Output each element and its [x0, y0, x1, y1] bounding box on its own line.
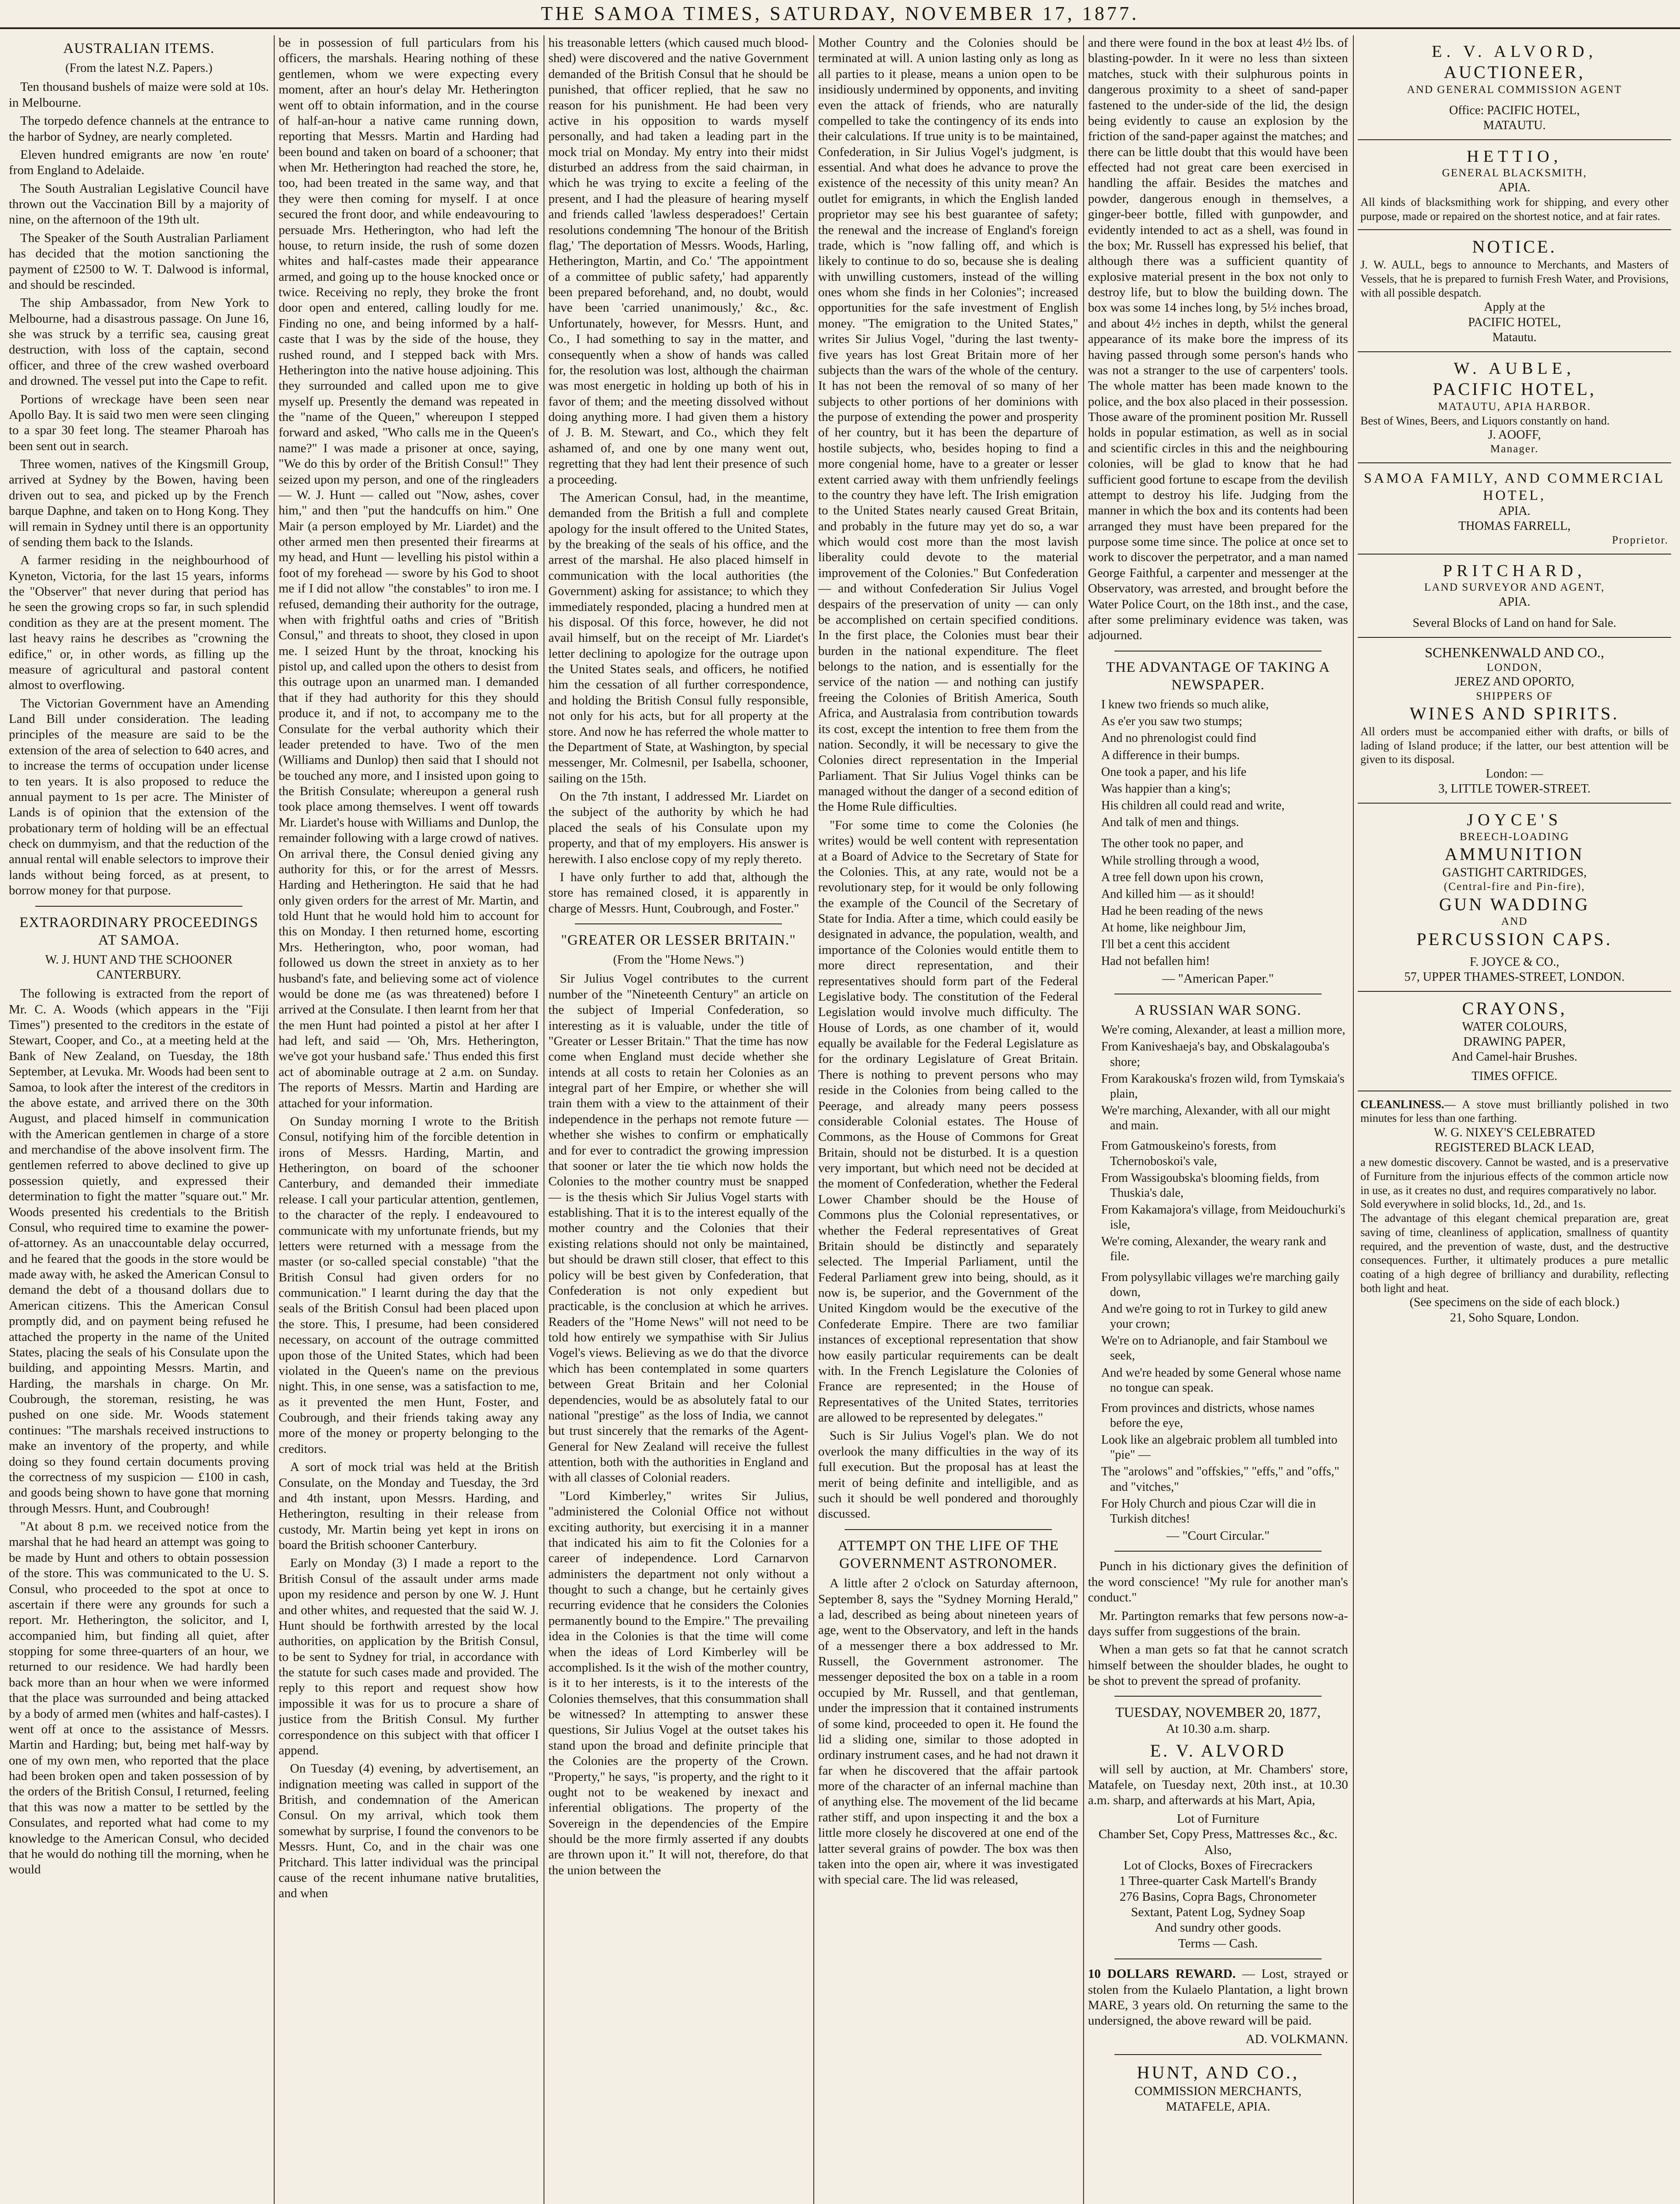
article-title-extraordinary-proceedings: EXTRAORDINARY PROCEEDINGS AT SAMOA.: [19, 914, 258, 948]
divider: [1114, 1958, 1322, 1959]
article-source: (From the latest N.Z. Papers.): [65, 61, 212, 75]
ad-line: PACIFIC HOTEL,: [1468, 315, 1561, 329]
paragraph: Early on Monday (3) I made a report to the British Consul of the assault under arms made upon my residence and person by one W. J. Hunt and other whites, and requested that the said W. J. Hunt should be forthwith arrested by the local authorities, on application by the British Consul, to be sent to Sydney for trial, in accordance with the statute for such cases made and provided. The reply to this report and request show how impossible it was for us to procure a share of justice from the British Consul. My further correspondence on this subject with that officer I append.: [279, 1556, 539, 1757]
auction-item: And sundry other goods.: [1155, 1921, 1281, 1935]
hunt-place: MATAFELE, APIA.: [1166, 2100, 1270, 2114]
paragraph: A farmer residing in the neighbourhood of Kyneton, Victoria, for the last 15 years, informs the "Observer" that never during that period has he seen the growing crops so far, in such splendid condition as they are at the present moment. The last heavy rains he describes as "crowning the edifice," or, in other words, as filling up the measure of agricultural and pastoral content almost to overflowing.: [9, 553, 269, 692]
song-line: And we're going to rot in Turkey to gild anew your crown;: [1101, 1302, 1327, 1331]
paragraph: The South Australian Legislative Council have thrown out the Vaccination Bill by a majority of nine, on the afternoon of the 19th ult.: [9, 181, 269, 227]
ad-title: JOYCE'S: [1467, 811, 1562, 830]
poem-line: And no phrenologist could find: [1101, 731, 1256, 745]
divider: [1114, 1696, 1322, 1697]
paragraph: The Speaker of the South Australian Parliament has decided that the motion sanctioning the payment of £2500 to W. T. Dalwood is informal, and should be rescinded.: [9, 231, 269, 292]
masthead: THE SAMOA TIMES, SATURDAY, NOVEMBER 17, 1877.: [0, 0, 1680, 29]
ad-title: CLEANLINESS.: [1360, 1098, 1445, 1111]
poem-line: At home, like neighbour Jim,: [1101, 921, 1246, 935]
ad-title: SCHENKENWALD AND CO.,: [1424, 644, 1605, 660]
ad-line: APIA.: [1498, 180, 1531, 194]
paragraph: A little after 2 o'clock on Saturday afternoon, September 8, says the "Sydney Morning Herald," a lad, described as being about nineteen years of age, went to the Observatory, and left in the hands of a messenger there a box addressed to Mr. Russell, the Government astronomer. The messenger deposited the box on a table in a room occupied by Mr. Russell, and that gentleman, under the impression that it contained instruments of some kind, proceeded to open it. He found the lid a sliding one, similar to those adopted in ordinary instrument cases, and he had not drawn it far when he discovered that the affair partook more of the character of an infernal machine than of anything else. The movement of the lid became rather stiff, and upon inspecting it and the box a little more closely he discovered at one end of the latter several grains of powder. The box was then taken into the open air, where it was investigated with special care. The lid was released,: [818, 1576, 1078, 1887]
song-line: From provinces and districts, whose names before the eye,: [1101, 1401, 1315, 1430]
hunt-subtitle: COMMISSION MERCHANTS,: [1134, 2084, 1302, 2098]
song-line: The "arolows" and "offskies," "effs," and "offs," and "vitches,": [1101, 1465, 1340, 1494]
song-line: From Gatmouskeino's forests, from Tchernoboskoi's vale,: [1101, 1139, 1277, 1168]
ad-body: All kinds of blacksmithing work for shipping, and every other purpose, made or repaired on the shortest notice, and at fair rates.: [1360, 195, 1669, 223]
ad-line: LONDON,: [1486, 661, 1542, 674]
ad-line: AND GENERAL COMMISSION AGENT: [1407, 84, 1622, 96]
paragraph: Eleven hundred emigrants are now 'en route' from England to Adelaide.: [9, 147, 269, 178]
auction-item: Sextant, Patent Log, Sydney Soap: [1131, 1905, 1305, 1920]
article-title-australian-items: AUSTRALIAN ITEMS.: [63, 41, 215, 56]
poem-line: Had not befallen him!: [1101, 954, 1210, 968]
column-rule: [813, 35, 814, 2204]
poem-stanza-2: [1088, 836, 1348, 969]
ad-body: J. W. AULL, begs to announce to Merchants, and Masters of Vessels, that he is prepared to furnish Fresh Water, and Provisions, with all possible despatch.: [1360, 258, 1669, 299]
ad-title: HETTIO,: [1467, 147, 1562, 166]
ad-line: 21, Soho Square, London.: [1450, 1310, 1579, 1325]
ad-body: [1360, 1098, 1669, 1125]
paragraph: be in possession of full particulars from his officers, the marshals. Hearing nothing of these gentlemen, whom we were expecting every moment, after an hour's delay Mr. Hetherington went off to obtain information, and in the course of half-an-hour a native came running down, reporting that Messrs. Martin and Harding had been bound and taken on board of a schooner; that when Mr. Hetherington had reached the store, he, too, had been treated in the same way, and that they were then coming for myself. I at once secured the front door, and while endeavouring to persuade Mrs. Hetherington, who had left the house, to return inside, the rush of some dozen whites and half-castes made their appearance armed, and going up to the house knocked once or twice. Receiving no reply, they broke the front door open and entered, calling loudly for me. Finding no one, and being informed by a half-caste that I was by the side of the house, they rushed round, and I stepped back with Mrs. Hetherington into the native house adjoining. This they surrounded and called upon me to give myself up. Presently the demand was repeated in the "name of the Queen," whereupon I stepped forward and asked, "Who calls me in the Queen's name?" I was made a prisoner at once, saying, "We do this by order of the British Consul!" They seized upon my person, and one of the ringleaders — W. J. Hunt — called out "Now, ashes, cover him," and then "put the handcuffs on him." One Mair (a person employed by Mr. Liardet) and the other armed men then presented their firearms at my head, and Hunt — levelling his pistol within a foot of my forehead — swore by his God to shoot me if I did not allow "the constables" to iron me. I refused, demanding their authority for the outrage, when with frightful oaths and cries of "British Consul," and threats to shoot, they closed in upon me. I seized Hunt by the throat, knocking his pistol up, and called upon the others to desist from this outrage upon an unarmed man. I demanded that if they had authority for this they should produce it, and if not, to accompany me to the Consulate for the verbal authority which their leader pretended to have. Two of the men (Williams and Dunlop) then said that I should not be touched any more, and I insisted upon going to the British Consulate; whereupon a general rush took place among themselves. I went off towards Mr. Liardet's house with Williams and Dunlop, the remainder following with a large crowd of natives. On arrival there, the Consul denied giving any authority for this, or for the arrest of Messrs. Harding and Hetherington. He said that he had only given orders for the arrest of Mr. Martin, and told Hunt that he would hold him to account for this on Monday. I then returned home, escorting Mrs. Hetherington, who, poor woman, had followed us down the street in anxiety as to her husband's fate, and believing some act of violence would be done me (as was threatened) before I arrived at the Consulate. I then learnt from her that the men Hunt had pointed a pistol at her after I had left, and said — 'Oh, Mrs. Hetherington, we've got your husband safe.' Thus ended this first act of abominable outrage at 2 a.m. on Sunday. The reports of Messrs. Martin and Harding are attached for your information.: [279, 36, 539, 1110]
auction-text: will sell by auction, at Mr. Chambers' store, Matafele, on Tuesday next, 20th inst., at 10.30 a.m. sharp, and afterwards at his Mart, Apia,: [1088, 1762, 1348, 1808]
paragraph: Three women, natives of the Kingsmill Group, arrived at Sydney by the Bowen, having been driven out to sea, and picked up by the French barque Daphne, and taken on to Hong Kong. They will remain in Sydney until there is an opportunity of sending them back to the Islands.: [9, 457, 269, 549]
ad-line: And Camel-hair Brushes.: [1451, 1050, 1578, 1064]
column-rule: [1083, 35, 1084, 2204]
auction-item: Lot of Clocks, Boxes of Firecrackers: [1123, 1858, 1313, 1873]
ad-line: GASTIGHT CARTRIDGES,: [1442, 866, 1587, 880]
column-6-advertisements: [1358, 35, 1671, 2204]
ad-body: All orders must be accompanied either with drafts, or bills of lading of Island produce; if the latter, our best attention will be given to its disposal.: [1360, 725, 1669, 766]
paragraph: When a man gets so fat that he cannot scratch himself between the shoulder blades, he ought to be shot to prevent the spread of profanity.: [1088, 1642, 1348, 1688]
ad-body: The advantage of this elegant chemical preparation are, great saving of time, cleanliness of application, smallness of quantity required, and the prevention of waste, dust, and the destructive consequences. Further, it ultimately produces a pure metallic coating of a high degree of brilliancy and durability, reflecting both light and heat.: [1360, 1212, 1669, 1295]
paragraph: "At about 8 p.m. we received notice from the marshal that he had heard an attempt was going to be made by Hunt and others to obtain possession of the store. This was communicated to the U. S. Consul, who proceeded to the spot at once to ascertain if there were any grounds for such a report. Mr. Hetherington, the solicitor, and I, accompanied him, but finding all quiet, after stopping for some three-quarters of an hour, we returned to our residence. We had hardly been back more than an hour when we were informed that the place was surrounded and being attacked by a body of armed men (whites and half-castes). I went off at once to the assistance of Messrs. Martin and Harding; but, being met half-way by one of my own men, who reported that the place had been broken open and taken possession of by the orders of the British Consul, I returned, feeling that this was now a matter to be settled by the Consulates, and reported what had come to my knowledge to the American Consul, who decided that he would do nothing till the morning, when he would: [9, 1519, 269, 1877]
ad-body: a new domestic discovery. Cannot be wasted, and is a preservative of Furniture from the injurious effects of the common article now in use, as it creates no dust, and requires comparatively no labor.: [1360, 1156, 1669, 1197]
divider: [35, 906, 242, 907]
poem-title-war-song: A RUSSIAN WAR SONG.: [1135, 1002, 1301, 1018]
auction-item: Also,: [1204, 1843, 1232, 1857]
poem-line: While strolling through a wood,: [1101, 853, 1259, 867]
poem-line: As e'er you saw two stumps;: [1101, 715, 1243, 729]
auction-item: 1 Three-quarter Cask Martell's Brandy: [1119, 1874, 1317, 1888]
ad-alvord: [1358, 35, 1671, 140]
divider: [575, 923, 782, 924]
ad-line: SHIPPERS OF: [1476, 690, 1553, 702]
ad-line: APIA.: [1498, 504, 1531, 518]
ad-line: WATER COLOURS,: [1462, 1020, 1567, 1034]
song-line: From Karakouska's frozen wild, from Tymskaia's plain,: [1101, 1072, 1345, 1101]
paragraph: Mr. Partington remarks that few persons now-a-days suffer from suggestions of the brain.: [1088, 1608, 1348, 1638]
article-title-attempt-on-life: ATTEMPT ON THE LIFE OF THE GOVERNMENT ASTRONOMER.: [838, 1538, 1059, 1571]
song-line: From polysyllabic villages we're marching gaily down,: [1101, 1270, 1340, 1299]
article-title-greater-britain: "GREATER OR LESSER BRITAIN.": [561, 932, 796, 948]
reward-text: — Lost, strayed or stolen from the Kulaelo Plantation, a light brown MARE, 3 years old. On returning the same to the undersigned, the above reward will be paid.: [1088, 1967, 1348, 2028]
ad-line: GUN WADDING: [1439, 894, 1590, 914]
ad-line: Proprietor.: [1612, 534, 1669, 547]
paragraph: A sort of mock trial was held at the British Consulate, on the Monday and Tuesday, the 3rd and 4th instant, upon Messrs. Harding, and Hetherington, resulting in their release from custody, Mr. Martin being yet kept in irons on board the British schooner Canterbury.: [279, 1460, 539, 1552]
divider: [1114, 1551, 1322, 1552]
column-2: [279, 35, 539, 2204]
paragraph: The torpedo defence channels at the entrance to the harbor of Sydney, are nearly completed.: [9, 114, 269, 144]
column-1: [9, 35, 269, 2204]
ad-line: (Central-fire and Pin-fire),: [1444, 881, 1585, 893]
ad-black-lead: [1358, 1091, 1671, 1332]
ad-pacific-hotel: [1358, 352, 1671, 463]
poem-line: A tree fell down upon his crown,: [1101, 870, 1263, 884]
song-line: For Holy Church and pious Czar will die in Turkish ditches!: [1101, 1497, 1316, 1526]
ad-line: J. AOOFF,: [1488, 428, 1541, 442]
ad-line: PACIFIC HOTEL,: [1433, 379, 1596, 399]
song-line: And we're headed by some General whose name no tongue can speak.: [1101, 1366, 1341, 1395]
paragraph: Portions of wreckage have been seen near Apollo Bay. It is said two men were seen clinging to a spar 30 feet long. The steamer Pharoah has been sent out in search.: [9, 392, 269, 453]
ad-notice-aull: [1358, 230, 1671, 352]
ad-line: London: —: [1486, 767, 1543, 781]
poem-title-newspaper: THE ADVANTAGE OF TAKING A NEWSPAPER.: [1106, 659, 1330, 693]
ad-title: CRAYONS,: [1462, 998, 1567, 1019]
poem-line: I'll bet a cent this accident: [1101, 938, 1230, 952]
paragraph: The Victorian Government have an Amending Land Bill under consideration. The leading principles of the measure are said to be the extension of the area of selection to 640 acres, and to increase the terms of occupation under license to ten years. It is also proposed to reduce the annual payment to 1s per acre. The Minister of Lands is of opinion that the extension of the probationary term of holding will be an effectual check on dummyism, and that the reduction of the annual rental will enable selectors to improve their lands without being forced, as at present, to borrow money for that purpose.: [9, 696, 269, 898]
column-rule: [274, 35, 275, 2204]
column-4: [818, 35, 1078, 2204]
ad-line: REGISTERED BLACK LEAD,: [1434, 1141, 1594, 1155]
song-line: We're coming, Alexander, the weary rank and file.: [1101, 1235, 1326, 1264]
ad-line: AUCTIONEER,: [1444, 62, 1585, 82]
poem-line: Was happier than a king's;: [1101, 782, 1231, 796]
ad-title: SAMOA FAMILY, AND COMMERCIAL HOTEL,: [1363, 469, 1665, 503]
paragraph: I have only further to add that, although the store has remained closed, it is apparently in charge of Messrs. Hunt, Coubrough, and Foster.": [548, 870, 808, 916]
song-line: Look like an algebraic problem all tumbled into "pie" —: [1101, 1433, 1337, 1462]
ad-title: W. AUBLE,: [1453, 359, 1576, 378]
divider: [845, 1529, 1052, 1530]
poem-line: I knew two friends so much alike,: [1101, 698, 1269, 712]
ad-line: Manager.: [1490, 443, 1539, 455]
article-source: (From the "Home News."): [613, 953, 744, 967]
ad-body: Several Blocks of Land on hand for Sale.: [1412, 616, 1617, 630]
divider: [1114, 651, 1322, 652]
poem-source: — "American Paper.": [1162, 971, 1274, 986]
ad-line: W. G. NIXEY'S CELEBRATED: [1434, 1125, 1595, 1139]
paragraph: Ten thousand bushels of maize were sold at 10s. in Melbourne.: [9, 80, 269, 110]
ad-line: BREECH-LOADING: [1460, 830, 1569, 843]
song-line: We're on to Adrianople, and fair Stamboul we seek,: [1101, 1334, 1327, 1363]
poem-line: One took a paper, and his life: [1101, 765, 1247, 779]
ad-line: PERCUSSION CAPS.: [1416, 929, 1613, 949]
divider: [1114, 2054, 1322, 2055]
auctioneer-name: E. V. ALVORD: [1150, 1740, 1286, 1761]
ad-line: Office: PACIFIC HOTEL,: [1449, 103, 1580, 117]
paragraph: The ship Ambassador, from New York to Melbourne, had a disastrous passage. On June 16, she was struck by a terrific sea, causing great destruction, with loss of the captain, second officer, and three of the crew washed overboard and drowned. The vessel put into the Cape to refit.: [9, 296, 269, 388]
auction-ad: [1088, 1740, 1348, 1951]
ad-line: TIMES OFFICE.: [1471, 1069, 1557, 1083]
poem-line: Had he been reading of the news: [1101, 904, 1263, 918]
paragraph: "Lord Kimberley," writes Sir Julius, "administered the Colonial Office not without exciting authority, but exercising it in a manner that indicated his aim to fit the Colonies for a career of independence. Lord Carnarvon administers the department not only without a thought to such a change, but he certainly gives recurring evidence that he considers the Colonies permanently bound to the Empire." The prevailing idea in the Colonies is that the time will come when the ideas of Lord Kimberley will be accomplished. Is it the wish of the mother country, is it to her interests, is it to the interests of the Colonies themselves, that this consummation shall be witnessed? In attempting to answer these questions, Sir Julius Vogel at the outset takes his stand upon the broad and definite principle that the Colonies are the property of the Crown. "Property," he says, "is property, and the right to it ought not to be weakened by inexact and inferential obligations. The property of the Sovereign in the dependencies of the Empire should be the more firmly asserted if any doubts are thrown upon it." It will not, therefore, do that the union between the: [548, 1489, 808, 1877]
poem-stanza-1: [1088, 697, 1348, 830]
reward-signature: AD. VOLKMANN.: [1245, 2032, 1348, 2046]
paragraph: Such is Sir Julius Vogel's plan. We do not overlook the many difficulties in the way of its full execution. But the proposal has at least the merit of being definite and intelligible, and as such it should be well pondered and thoroughly discussed.: [818, 1429, 1078, 1521]
ad-line: MATAUTU, APIA HARBOR.: [1438, 401, 1591, 413]
ad-hettio: [1358, 140, 1671, 230]
poem-line: And talk of men and things.: [1101, 815, 1239, 830]
paragraph: and there were found in the box at least 4½ lbs. of blasting-powder. In it were no less than sixteen matches, stuck with their sulphurous points in dangerous proximity to a sheet of sand-paper fastened to the under-side of the lid, the design being evidently to cause an explosion by the friction of the sand-paper against the matches; and there can be little doubt that this would have been effected had not great care been exercised in handling the affair. Besides the matches and powder, dangerous enough in themselves, a ginger-beer bottle, filled with gunpowder, and evidently intended to act as a shell, was found in the box; Mr. Russell has expressed his belief, that although there was a sufficient quantity of explosive material present in the box not only to destroy life, but to blow the building down. The box was some 14 inches long, by 5½ inches broad, and about 4½ inches in depth, whilst the general appearance of its make bore the impress of its having passed through some person's hands who was not a stranger to the use of carpenters' tools. The whole matter has been made known to the police, and the box also placed in their possession. Those aware of the prominent position Mr. Russell holds in popular estimation, as well as in social and scientific circles in this and the neighbouring colonies, will be glad to know that he had sufficient good fortune to escape from the devilish attempt to destroy his life. Judging from the manner in which the box and its contents had been arranged they must have been prepared for the purpose some time since. The police at once set to work to discover the perpetrator, and a man named George Faithful, a carpenter and messenger at the Observatory, was arrested, and brought before the Water Police Court, on the 18th inst., and the case, after some preliminary evidence was taken, was adjourned.: [1088, 36, 1348, 643]
ad-joyce: [1358, 804, 1671, 992]
war-song: [1088, 1023, 1348, 1526]
ad-title: PRITCHARD,: [1443, 561, 1586, 580]
song-line: From Kaniveshaeja's bay, and Obskalagouba's shore;: [1101, 1040, 1330, 1069]
poem-line: A difference in their bumps.: [1101, 748, 1240, 762]
auction-terms: Terms — Cash.: [1178, 1936, 1258, 1951]
ad-body: Best of Wines, Beers, and Liquors constantly on hand.: [1360, 414, 1610, 427]
ad-line: GENERAL BLACKSMITH,: [1442, 167, 1587, 179]
column-3: [548, 35, 808, 2204]
ad-line: APIA.: [1498, 595, 1531, 609]
paragraph: Sir Julius Vogel contributes to the current number of the "Nineteenth Century" an article on the subject of Imperial Confederation, so interesting as it is valuable, under the title of "Greater or Lesser Britain." That the time has now come when England must decide whether she intends at all costs to retain her Colonies as an integral part of her Empire, or whether she will train them with a view to the attainment of their independence in the perhaps not remote future — whether she wishes to confirm or emphatically and for ever to contradict the growing impression that sooner or later the tie which now holds the Colonies to the mother country must be snapped — is the thesis which Sir Julius Vogel starts with establishing. That it is to the interest equally of the mother country and the Colonies that their existing relations should not only be maintained, but should be drawn still closer, that effect to this policy will be best given by Confederation, that Confederation is not only expedient but practicable, is the conclusion at which he arrives. Readers of the "Home News" will not need to be told how entirely we sympathise with Sir Julius Vogel's views. Believing as we do that the divorce which has been contemplated in some quarters between Great Britain and her Colonial dependencies, would be as absolutely fatal to our national "prestige" as the loss of India, we cannot but trust sincerely that the remarks of the Agent-General for New Zealand will receive the fullest attention, both with the authorities in England and with all classes of Colonial readers.: [548, 972, 808, 1485]
hunt-title: HUNT, AND CO.,: [1136, 2063, 1300, 2083]
auction-date: TUESDAY, NOVEMBER 20, 1877,: [1115, 1704, 1321, 1720]
column-5: [1088, 35, 1348, 2204]
article-subtitle: W. J. HUNT AND THE SCHOONER CANTERBURY.: [45, 953, 233, 982]
ad-line: LAND SURVEYOR AND AGENT,: [1424, 581, 1605, 594]
ad-line: WINES AND SPIRITS.: [1409, 704, 1620, 724]
song-source: — "Court Circular.": [1166, 1529, 1270, 1543]
ad-line: — A stove must brilliantly polished in two minutes for less than one farthing.: [1360, 1098, 1669, 1125]
ad-line: MATAUTU.: [1483, 118, 1546, 132]
poem-line: And killed him — as it should!: [1101, 887, 1255, 901]
auction-item: Lot of Furniture: [1177, 1811, 1259, 1826]
column-rule: [1353, 35, 1354, 2204]
poem-line: His children all could read and write,: [1101, 799, 1285, 813]
ad-title: NOTICE.: [1472, 237, 1557, 257]
ad-title: E. V. ALVORD,: [1431, 42, 1598, 61]
paragraph: On Tuesday (4) evening, by advertisement, an indignation meeting was called in support of the British, and condemnation of the American Consul. On my arrival, which took them somewhat by surprise, I found the convenors to be Messrs. Hunt, Co, and in the chair was one Pritchard. This latter individual was the principal cause of the recent inhumane native brutalities, and when: [279, 1761, 539, 1901]
reward-notice: [1088, 1966, 1348, 2029]
ad-schenkenwald: [1358, 638, 1671, 804]
auction-item: Chamber Set, Copy Press, Mattresses &c., &c.: [1098, 1827, 1338, 1842]
ad-line: DRAWING PAPER,: [1463, 1035, 1566, 1049]
ad-line: 3, LITTLE TOWER-STREET.: [1438, 782, 1591, 796]
ad-pritchard: [1358, 555, 1671, 638]
song-line: We're coming, Alexander, at least a million more,: [1101, 1023, 1345, 1037]
ad-line: AND: [1501, 916, 1528, 928]
ad-samoa-hotel: [1358, 463, 1671, 555]
reward-title: 10 DOLLARS REWARD.: [1088, 1967, 1236, 1981]
song-line: From Wassigoubska's blooming fields, from Thuskia's dale,: [1101, 1171, 1319, 1200]
paragraph: The American Consul, had, in the meantime, demanded from the British a full and complete apology for the insult offered to the United States, by the breaking of the seals of his office, and the arrest of the marshal. He also placed himself in communication with the local authorities (the Government) asking for assistance; to which they immediately responded, placing a hundred men at his disposal. Of this force, however, he did not avail himself, but on the receipt of Mr. Liardet's letter declining to apologize for the outrage upon the United States seals, and officers, he notified him the cessation of all further correspondence, and holding the British Consul fully responsible, not only for his acts, but for all property at the store. And now he has referred the whole matter to the Department of State, at Washington, by special messenger, Mr. Colmesnil, per Isabella, schooner, sailing on the 15th.: [548, 490, 808, 786]
ad-line: (See specimens on the side of each block.): [1409, 1296, 1620, 1310]
ad-line: 57, UPPER THAMES-STREET, LONDON.: [1404, 970, 1625, 984]
ad-line: F. JOYCE & CO.,: [1469, 955, 1560, 969]
paragraph: On the 7th instant, I addressed Mr. Liardet on the subject of the authority by which he had placed the seals of his Consulate upon my property, and that of my employers. His answer is herewith. I also enclose copy of my reply thereto.: [548, 789, 808, 866]
auction-time: At 10.30 a.m. sharp.: [1166, 1721, 1270, 1736]
paragraph: Mother Country and the Colonies should be terminated at will. A union lasting only as long as all parties to it please, means a union open to be insidiously undermined by opponents, and inviting even the attack of friends, who are naturally compelled to take the contingency of its ends into their calculations. If true unity is to be maintained, Confederation, in Sir Julius Vogel's judgment, is essential. And what does he advance to prove the existence of the necessity of this unity mean? An outlet for emigrants, in which the English landed proprietor may see his best guarantee of safety; the renewal and the increase of England's foreign trade, which is "now falling off, and which is likely to continue to do so, because she is dealing with unwilling customers, instead of the willing ones whom she finds in her Colonies"; increased opportunities for the safe investment of English money. "The emigration to the United States," writes Sir Julius Vogel, "during the last twenty-five years has lost Great Britain more of her subjects than the wars of the whole of the century. It has not been the removal of so many of her subjects to other portions of her dominions with the purpose of extending the power and prosperity of her country, but it has been the departure of hostile subjects, who, besides hoping to find a more congenial home, have to a greater or lesser extent carried away with them unfriendly feelings to the country they have left. The Irish emigration to the United States nearly caused Great Britain, and probably in the future may yet do so, a war which would cost more than the most lavish liberality could devote to the material improvement of the Colonies." But Confederation — and without Confederation Sir Julius Vogel despairs of the preservation of unity — can only be accomplished on certain specified conditions. In the first place, the Colonies must bear their burden in the national expenditure. The fleet belongs to the nation, and is essentially for the service of the nation — and nothing can justify freeing the Colonies of British America, South Africa, and Australasia from contribution towards its cost, except the intention to free them from the nation. Secondly, it will be necessary to give the Colonies direct representation in the Imperial Parliament. That Sir Julius Vogel thinks can be managed without the danger of a second edition of the Home Rule difficulties.: [818, 36, 1078, 814]
poem-line: The other took no paper, and: [1101, 837, 1244, 851]
paragraph: his treasonable letters (which caused much blood-shed) were discovered and the native Government demanded of the British Consul that he should be punished, that officer replied, that he saw no reason for his punishment. He had been very active in his opposition to wards myself personally, and had taken a leading part in the mock trial on Monday. My entry into their midst disturbed an address from the said chairman, in which he was trying to excite a feeling of the present, and I had the pleasure of hearing myself and friends called 'lawless desperadoes!' Certain resolutions condemning 'The honour of the British flag,' 'The deportation of Messrs. Woods, Harling, Hetherington, Martin, and Co.' 'The appointment of a committee of public safety,' had apparently been prepared beforehand, and, no doubt, would have been 'carried unanimously,' &c., &c. Unfortunately, however, for Messrs. Hunt, and Co., I had something to say in the matter, and consequently when a show of hands was called for, the resolution was lost, although the chairman was most energetic in holding up both of his in favor of them; and the meeting dissolved without doing anything more. I had given them a history of J. B. M. Stewart, and Co., which they felt ashamed of, and one by one many went out, regretting that they had lent their presence of such a proceeding.: [548, 36, 808, 487]
song-line: From Kakamajora's village, from Meidouchurki's isle,: [1101, 1203, 1345, 1232]
ad-body: Sold everywhere in solid blocks, 1d., 2d., and 1s.: [1360, 1198, 1586, 1211]
song-line: We're marching, Alexander, with all our might and main.: [1101, 1104, 1330, 1133]
paragraph: On Sunday morning I wrote to the British Consul, notifying him of the forcible detention in irons of Messrs. Harding, Martin, and Hetherington, on board of the schooner Canterbury, and demanded their immediate release. I call your particular attention, gentlemen, to the character of the reply. I endeavoured to communicate with my unfortunate friends, but my letters were returned with a message from the master (or so-called special constable) "that the British Consul had given orders for no communication." I learnt during the day that the seals of the British Consul had been placed upon the store. This, I presume, had been considered necessary, on account of the outrage committed upon those of the United States, which had been violated in the Queen's name on the previous night. This, in one sense, was a satisfaction to me, as it prevented the men Hunt, Foster, and Coubrough, and their friends taking away any more of the money or property belonging to the creditors.: [279, 1114, 539, 1456]
ad-line: THOMAS FARRELL,: [1458, 519, 1571, 533]
paragraph: Punch in his dictionary gives the definition of the word conscience! "My rule for another man's conduct.": [1088, 1559, 1348, 1605]
paragraph: "For some time to come the Colonies (he writes) would be well content with representation at a Board of Advice to the Secretary of State for the Colonies. This, at any rate, would not be a revolutionary step, for it would be only following the example of the Council of the Secretary of State for India. After a time, which could easily be designated in advance, the population, wealth, and importance of the Colonies would entitle them to more direct representation, and their representatives should form part of the Federal Legislative body. The constitution of the Federal Legislation would involve much difficulty. The House of Lords, as one chamber of it, would equally be available for the Federal Legislature as for the ordinary Legislature of Great Britain. There is nothing to prevent persons who may reside in the Colonies from being called to the Peerage, and already many peers possess considerable Colonial estates. The House of Commons, as the House of Commons for Great Britain, should not be disturbed. It is a question very important, but which need not be decided at the moment of Confederation, whether the Federal Lower Chamber should be the House of Commons plus the Colonial representatives, or whether the Federal representatives of Great Britain should be distinctly and separately selected. The Imperial Parliament, until the Federal Parliament grew into being, should, as it now is, be superior, and the Government of the United Kingdom would be the executive of the Confederate Empire. There are two familiar instances of exceptional representation that show how easily particular requirements can be dealt with. In the French Legislature the Colonies of France are represented; in the House of Representatives of the United States, territories are allowed to be represented by delegates.": [818, 818, 1078, 1425]
ad-line: Apply at the: [1484, 300, 1545, 314]
auction-item: 276 Basins, Copra Bags, Chronometer: [1119, 1889, 1317, 1904]
ad-line: Matautu.: [1492, 330, 1537, 344]
paragraph: The following is extracted from the report of Mr. C. A. Woods (which appears in the "Fiji Times") presented to the creditors in the estate of Stewart, Cooper, and Co., at a meeting held at the Bank of New Zealand, on Tuesday, the 18th September, at Levuka. Mr. Woods had been sent to Samoa, to look after the interest of the creditors in the above estate, and arrived there on the 30th August, and placed himself in communication with the American gentlemen in charge of a store and merchandise of the above insolvent firm. The gentlemen referred to above declined to give up possession quietly, and expressed their determination to fight the matter "square out." Mr. Woods presented his credentials to the British Consul, who required time to examine the power-of-attorney. As an unaccountable delay occurred, and he feared that the goods in the store would be made away with, he asked the American Consul to demand the debt of a thousand dollars due to American citizens. This the American Consul promptly did, and on payment being refused he attached the property in the name of the United States, placing the seals of his Consulate upon the building, and appointing Messrs. Martin, and Harding, the marshals in charge. On Mr. Coubrough, the storeman, resisting, he was pushed on one side. Mr. Woods statement continues: "The marshals received instructions to make an inventory of the property, and while doing so they found certain documents proving the correctness of my suspicion — £100 in cash, and goods being shown to have gone that morning through Messrs. Hunt, and Coubrough!: [9, 987, 269, 1515]
ad-line: JEREZ AND OPORTO,: [1455, 675, 1574, 689]
ad-line: AMMUNITION: [1445, 844, 1584, 864]
ad-crayons: [1358, 992, 1671, 1091]
